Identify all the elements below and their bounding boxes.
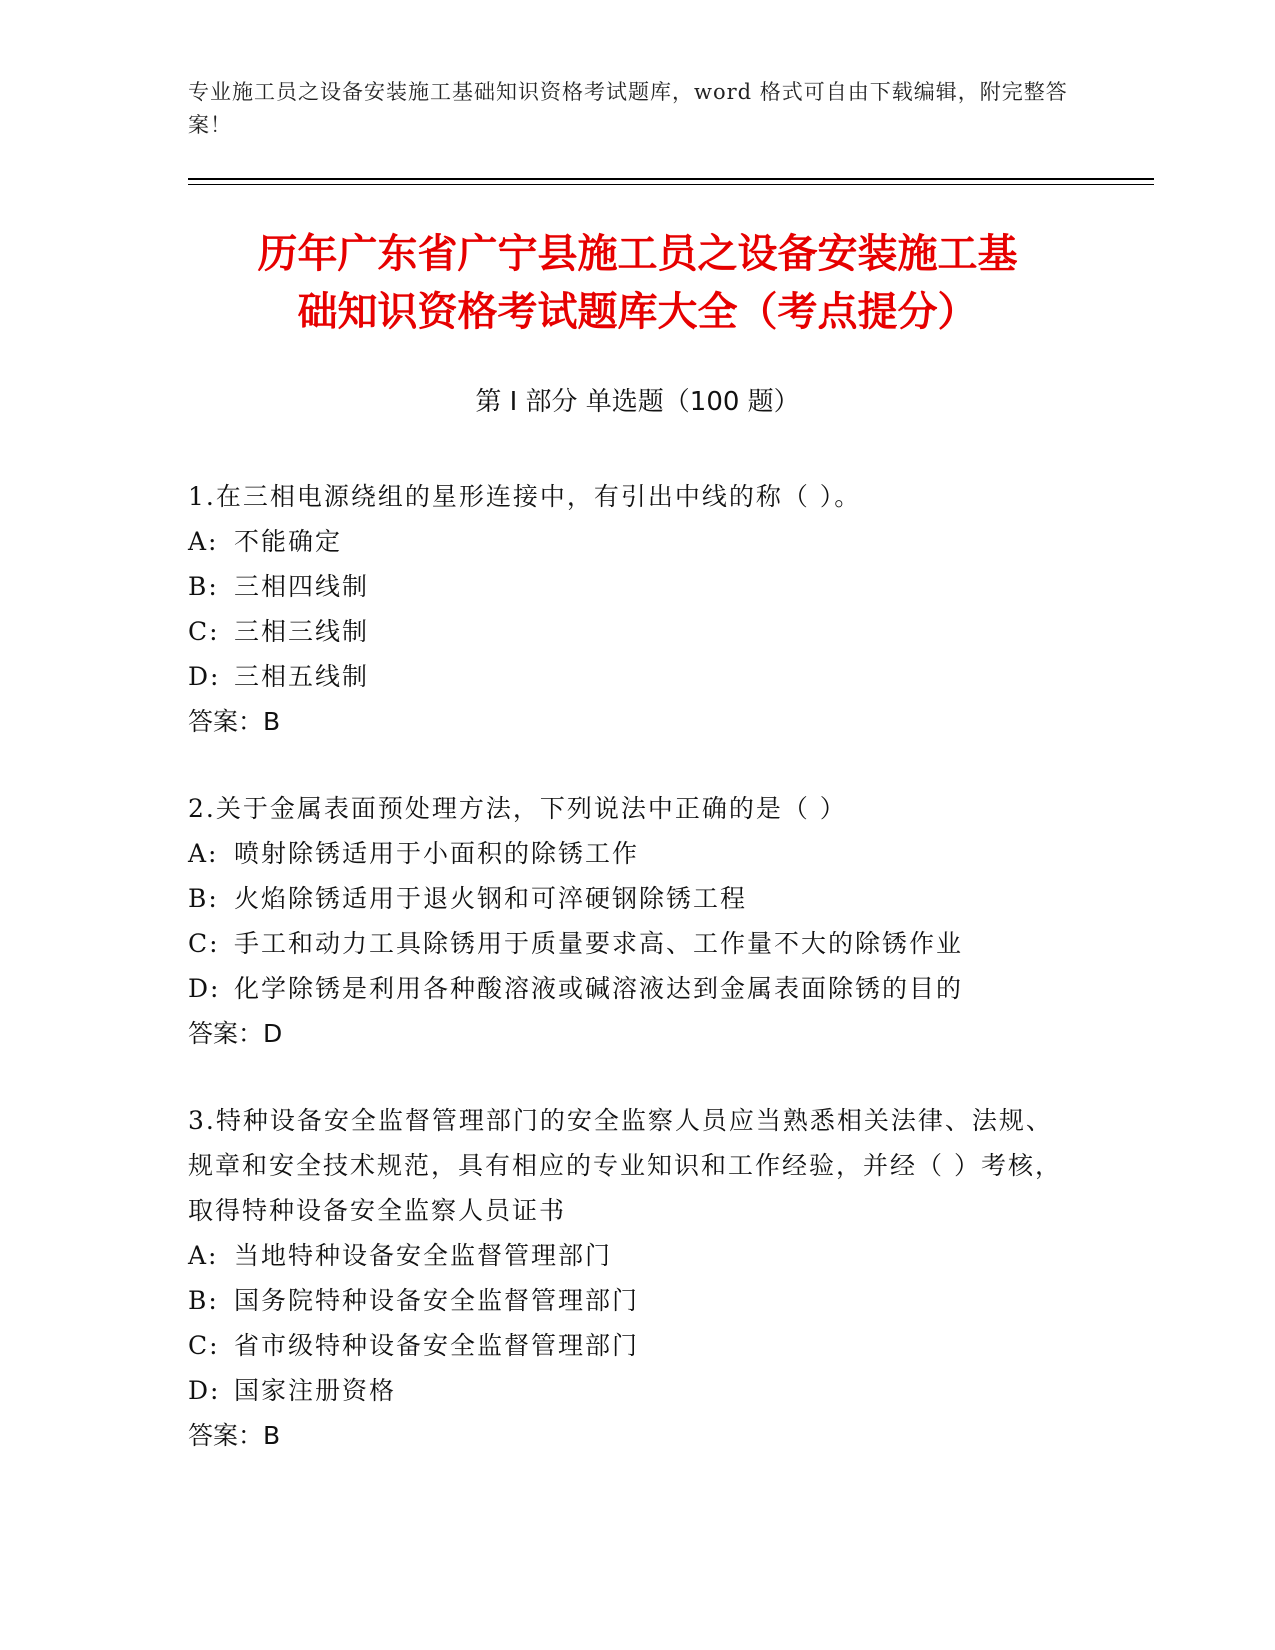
document-title-line-1: 历年广东省广宁县施工员之设备安装施工基 (257, 231, 1018, 277)
question-stem: 2.关于金属表面预处理方法，下列说法中正确的是（ ） (188, 794, 847, 823)
answer-line: 答案：B (188, 707, 281, 736)
option-b (188, 564, 1068, 609)
option-c (188, 1323, 1068, 1368)
option-text: 国务院特种设备安全监督管理部门 (234, 1286, 640, 1315)
option-b (188, 1278, 1068, 1323)
question-stem: 3.特种设备安全监督管理部门的安全监察人员应当熟悉相关法律、法规、规章和安全技术规范，具有相应的专业知识和工作经验，并经（ ）考核，取得特种设备安全监察人员证书 (188, 1106, 1062, 1225)
question-list (188, 474, 1068, 1500)
option-d (188, 966, 1068, 1011)
option-text: 三相三线制 (234, 617, 370, 646)
option-a (188, 831, 1068, 876)
option-key: B: (188, 884, 219, 913)
question-3 (188, 1098, 1068, 1458)
section-title: 第 I 部分 单选题（100 题） (475, 387, 800, 417)
option-text: 火焰除锈适用于退火钢和可淬硬钢除锈工程 (234, 884, 748, 913)
option-text: 省市级特种设备安全监督管理部门 (234, 1331, 640, 1360)
option-key: B: (188, 1286, 219, 1315)
option-text: 喷射除锈适用于小面积的除锈工作 (234, 839, 640, 868)
option-c (188, 921, 1068, 966)
answer-line: 答案：D (188, 1019, 283, 1048)
option-b (188, 876, 1068, 921)
option-key: C: (188, 1331, 220, 1360)
option-key: D: (188, 1376, 221, 1405)
option-key: A: (188, 839, 219, 868)
answer-line: 答案：B (188, 1421, 281, 1450)
option-key: C: (188, 617, 220, 646)
header-rule-thin (188, 184, 1154, 185)
option-a (188, 1233, 1068, 1278)
option-text: 不能确定 (234, 527, 343, 556)
option-key: C: (188, 929, 220, 958)
option-key: A: (188, 527, 219, 556)
option-text: 三相四线制 (234, 572, 370, 601)
question-stem: 1.在三相电源绕组的星形连接中，有引出中线的称（ ）。 (188, 482, 862, 511)
option-text: 三相五线制 (234, 662, 370, 691)
option-c (188, 609, 1068, 654)
option-key: B: (188, 572, 219, 601)
document-title-line-2: 础知识资格考试题库大全（考点提分） (297, 289, 978, 335)
option-text: 国家注册资格 (234, 1376, 397, 1405)
document-title (150, 225, 1125, 341)
option-key: D: (188, 974, 221, 1003)
option-text: 化学除锈是利用各种酸溶液或碱溶液达到金属表面除锈的目的 (234, 974, 964, 1003)
option-text: 当地特种设备安全监督管理部门 (234, 1241, 613, 1270)
header-rule-thick (188, 178, 1154, 180)
option-d (188, 1368, 1068, 1413)
question-2 (188, 786, 1068, 1056)
option-text: 手工和动力工具除锈用于质量要求高、工作量不大的除锈作业 (234, 929, 964, 958)
option-key: A: (188, 1241, 219, 1270)
question-1 (188, 474, 1068, 744)
header-note: 专业施工员之设备安装施工基础知识资格考试题库，word 格式可自由下载编辑，附完整答案！ (188, 80, 1068, 137)
option-d (188, 654, 1068, 699)
option-key: D: (188, 662, 221, 691)
option-a (188, 519, 1068, 564)
